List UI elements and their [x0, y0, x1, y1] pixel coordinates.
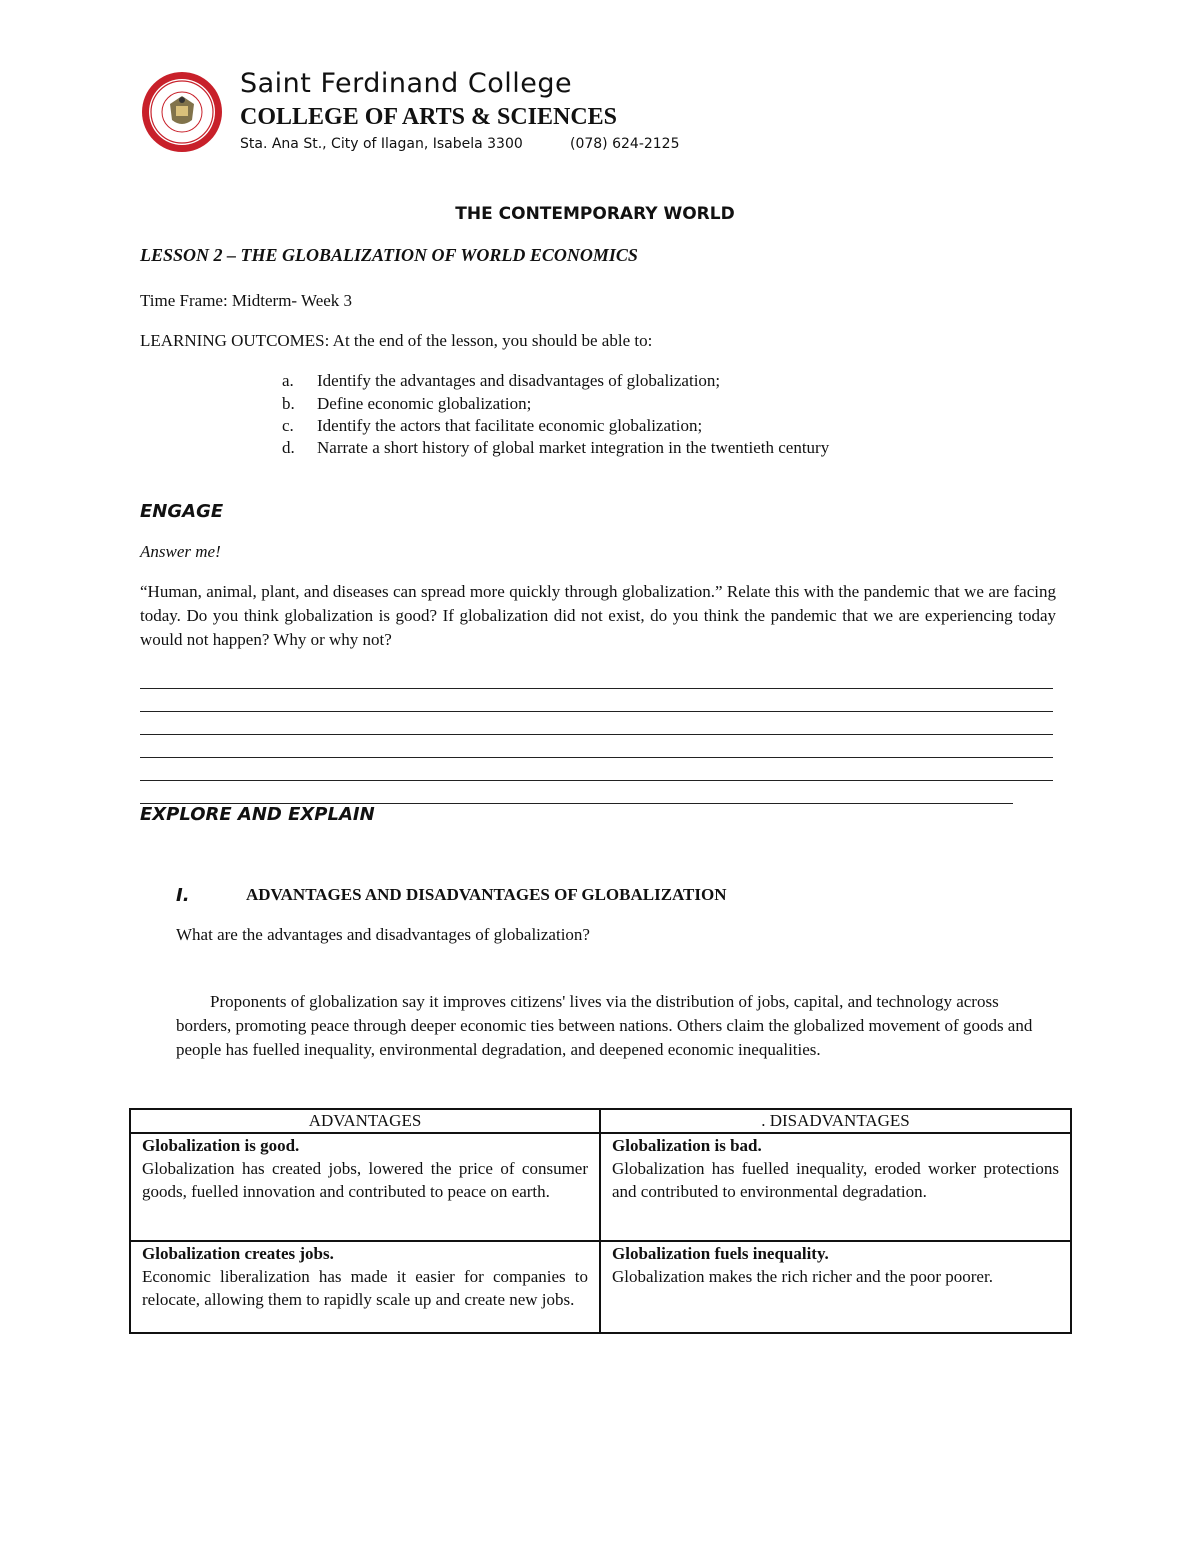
answer-line[interactable] [140, 711, 1053, 712]
intro-paragraph-text: Proponents of globalization say it improves citizens' lives via the distribution of jobs, capital, and technology across borders, promoting peace through deeper economic ties between nations. Others claim the globalized movement of goods and people has fuelled inequality, environmental degradation, and deepened economic inequalities. [176, 992, 1033, 1059]
outcome-item [282, 371, 720, 391]
part-title: ADVANTAGES AND DISADVANTAGES OF GLOBALIZATION [246, 885, 727, 904]
lesson-title: LESSON 2 – THE GLOBALIZATION OF WORLD ECONOMICS [140, 245, 638, 265]
outcome-letter: c. [282, 416, 294, 435]
engage-subheading: Answer me! [140, 542, 221, 561]
advantage-text: Globalization has created jobs, lowered the price of consumer goods, fuelled innovation and contributed to peace on earth. [142, 1159, 588, 1201]
answer-line[interactable] [140, 688, 1053, 689]
college-address: Sta. Ana St., City of Ilagan, Isabela 3300 [240, 136, 523, 152]
engage-heading: ENGAGE [140, 501, 224, 522]
answer-line[interactable] [140, 757, 1053, 758]
college-phone: (078) 624-2125 [570, 136, 680, 152]
explore-heading: EXPLORE AND EXPLAIN [140, 804, 375, 825]
outcome-letter: a. [282, 371, 294, 390]
outcome-text: Narrate a short history of global market integration in the twentieth century [317, 438, 830, 457]
part-number: I. [176, 885, 190, 906]
header-advantages: ADVANTAGES [130, 1109, 600, 1133]
advantage-cell [130, 1241, 600, 1333]
advantage-text: Economic liberalization has made it easier for companies to relocate, allowing them to rapidly scale up and create new jobs. [142, 1267, 588, 1309]
outcome-letter: b. [282, 394, 295, 413]
college-name: Saint Ferdinand College [240, 68, 573, 99]
college-seal-icon [140, 70, 224, 154]
header-disadvantages: . DISADVANTAGES [600, 1109, 1071, 1133]
table-header-row [130, 1109, 1071, 1133]
disadvantage-cell [600, 1241, 1071, 1333]
part-question: What are the advantages and disadvantages of globalization? [176, 925, 590, 944]
answer-line[interactable] [140, 734, 1053, 735]
disadvantage-text: Globalization makes the rich richer and the poor poorer. [612, 1267, 993, 1286]
outcome-text: Define economic globalization; [317, 394, 532, 413]
answer-line[interactable] [140, 780, 1053, 781]
disadvantage-heading: Globalization fuels inequality. [612, 1244, 829, 1263]
outcome-text: Identify the actors that facilitate economic globalization; [317, 416, 703, 435]
course-title: THE CONTEMPORARY WORLD [455, 204, 735, 224]
disadvantage-heading: Globalization is bad. [612, 1136, 762, 1155]
table-row [130, 1133, 1071, 1241]
advantages-disadvantages-table [129, 1108, 1072, 1334]
outcome-item [282, 394, 531, 414]
outcome-text: Identify the advantages and disadvantages of globalization; [317, 371, 721, 390]
engage-prompt: “Human, animal, plant, and diseases can spread more quickly through globalization.” Relate this with the pandemic that we are facing today. Do you think globalization is good? If globalization did not exist, do you think the pandemic that we are experiencing today would not happen? Why or why not? [140, 582, 1056, 649]
learning-outcomes-intro: LEARNING OUTCOMES: At the end of the lesson, you should be able to: [140, 331, 653, 350]
disadvantage-cell [600, 1133, 1071, 1241]
outcome-letter: d. [282, 438, 295, 457]
intro-paragraph [176, 990, 1056, 1062]
advantage-heading: Globalization creates jobs. [142, 1244, 334, 1263]
time-frame: Time Frame: Midterm- Week 3 [140, 291, 353, 310]
outcome-item [282, 438, 829, 458]
disadvantage-text: Globalization has fuelled inequality, eroded worker protections and contributed to environmental degradation. [612, 1159, 1059, 1201]
advantage-cell [130, 1133, 600, 1241]
table-row [130, 1241, 1071, 1333]
college-department: COLLEGE OF ARTS & SCIENCES [240, 104, 618, 130]
outcome-item [282, 416, 702, 436]
advantage-heading: Globalization is good. [142, 1136, 300, 1155]
